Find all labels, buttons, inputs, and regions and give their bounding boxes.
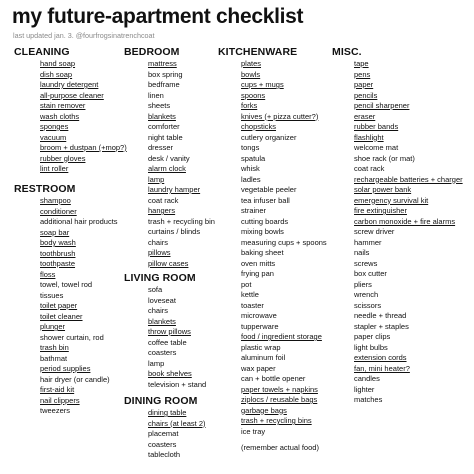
checklist-item	[241, 427, 327, 438]
checklist-item	[40, 59, 127, 70]
checklist-item-label: oven mitts	[241, 258, 276, 268]
checklist-item	[241, 385, 327, 396]
checklist-item	[40, 122, 127, 133]
checklist-item-label: needle + thread	[354, 311, 407, 320]
checklist-item	[354, 374, 463, 385]
checklist-item-label: broom + dustpan (+mop?)	[40, 143, 127, 152]
checklist-item-label: kettle	[241, 290, 259, 299]
checklist-item	[354, 206, 463, 217]
checklist-item	[354, 395, 463, 406]
checklist-item-label: body wash	[40, 238, 76, 247]
checklist-item-label: towel, towel rod	[40, 280, 93, 289]
checklist-item-label: throw pillows	[148, 327, 191, 336]
checklist-item	[241, 143, 327, 154]
checklist-item	[354, 70, 463, 81]
checklist-item	[40, 80, 127, 91]
checklist-item-label: period supplies	[40, 364, 91, 373]
checklist-item	[148, 133, 215, 144]
checklist-item-label: coat rack	[354, 164, 385, 173]
checklist-item	[40, 207, 118, 218]
checklist-item	[354, 217, 463, 228]
checklist-item	[148, 348, 206, 359]
checklist-item-label: trash + recycling bin	[148, 216, 215, 226]
checklist-item-label: hangers	[148, 206, 176, 215]
checklist-item	[148, 112, 215, 123]
checklist-item-label: shampoo	[40, 196, 71, 205]
checklist-item-label: tongs	[241, 143, 260, 152]
checklist-item-label: vacuum	[40, 132, 67, 142]
checklist-item	[148, 59, 215, 70]
checklist-item	[40, 291, 118, 302]
checklist-item	[40, 164, 127, 175]
checklist-item	[354, 290, 463, 301]
checklist-item	[354, 364, 463, 375]
checklist-item-label: sheets	[148, 101, 171, 110]
checklist-item	[354, 280, 463, 291]
checklist-item-label: sofa	[148, 285, 163, 294]
checklist-item	[354, 238, 463, 249]
checklist-item-label: tissues	[40, 290, 64, 300]
dining-room-heading: DINING ROOM	[124, 395, 198, 407]
checklist-item	[148, 70, 215, 81]
checklist-item	[148, 154, 215, 165]
checklist-item-label: spatula	[241, 153, 266, 163]
checklist-item-label: alarm clock	[148, 164, 186, 173]
checklist-item-label: aluminum foil	[241, 353, 286, 362]
checklist-item-label: pillows	[148, 248, 171, 257]
checklist-item-label: pens	[354, 69, 371, 79]
checklist-item-label: toothbrush	[40, 248, 76, 258]
checklist-item-label: shoe rack (or mat)	[354, 153, 415, 163]
checklist-item-label: conditioner	[40, 206, 77, 216]
checklist-item-label: dining table	[148, 408, 187, 417]
checklist-item-label: laundry detergent	[40, 80, 99, 89]
checklist-item-label: television + stand	[148, 379, 207, 389]
checklist-item-label: ice tray	[241, 426, 266, 436]
checklist-item	[40, 354, 118, 365]
checklist-item	[241, 185, 327, 196]
checklist-item-label: food / ingredient storage	[241, 332, 322, 341]
checklist-item	[148, 317, 206, 328]
checklist-item-label: lighter	[354, 384, 375, 394]
checklist-item-label: tweezers	[40, 406, 71, 415]
checklist-item	[241, 164, 327, 175]
checklist-item-label: rubber gloves	[40, 153, 86, 163]
checklist-item	[354, 101, 463, 112]
checklist-item	[148, 285, 206, 296]
checklist-item	[148, 248, 215, 259]
checklist-item-label: loveseat	[148, 295, 176, 305]
checklist-item	[241, 374, 327, 385]
checklist-item	[241, 101, 327, 112]
checklist-item	[148, 259, 215, 270]
checklist-item	[148, 217, 215, 228]
restroom-list	[40, 196, 118, 417]
checklist-item	[40, 385, 118, 396]
checklist-item-label: curtains / blinds	[148, 227, 201, 236]
checklist-item-label: frying pan	[241, 269, 274, 278]
checklist-item	[148, 101, 215, 112]
checklist-item-label: pencil sharpener	[354, 101, 410, 110]
checklist-item	[241, 238, 327, 249]
checklist-item	[40, 133, 127, 144]
checklist-item	[354, 311, 463, 322]
checklist-item	[354, 385, 463, 396]
checklist-item-label: strainer	[241, 206, 267, 215]
checklist-item	[241, 206, 327, 217]
checklist-item-label: soap bar	[40, 227, 70, 237]
checklist-item-label: solar power bank	[354, 185, 412, 194]
dining-room-list	[148, 408, 206, 461]
checklist-item-label: hammer	[354, 237, 382, 247]
checklist-item	[354, 353, 463, 364]
checklist-item-label: trash bin	[40, 343, 69, 352]
checklist-item	[148, 175, 215, 186]
checklist-item	[241, 122, 327, 133]
checklist-item-label: welcome mat	[354, 143, 399, 152]
checklist-item-label: paper clips	[354, 332, 391, 341]
checklist-item	[241, 406, 327, 417]
checklist-item-label: ziplocs / reusable bags	[241, 395, 318, 404]
checklist-item-label: screws	[354, 258, 378, 268]
checklist-item-label: first-aid kit	[40, 385, 75, 394]
checklist-item	[40, 312, 118, 323]
kitchenware-list	[241, 59, 327, 437]
checklist-item-label: fan, mini heater?	[354, 363, 410, 373]
checklist-item	[241, 70, 327, 81]
restroom-heading: RESTROOM	[14, 183, 76, 195]
checklist-item	[148, 122, 215, 133]
checklist-item	[354, 175, 463, 186]
checklist-item-label: paper towels + napkins	[241, 384, 318, 394]
checklist-item	[354, 164, 463, 175]
checklist-item-label: dish soap	[40, 69, 73, 79]
checklist-item-label: matches	[354, 395, 383, 404]
checklist-item-label: lamp	[148, 358, 165, 368]
page-subtitle: last updated jan. 3. @fourfrogsinatrenchcoat	[13, 31, 155, 40]
checklist-item-label: tupperware	[241, 321, 279, 331]
checklist-item-label: toilet paper	[40, 301, 78, 310]
checklist-item	[40, 228, 118, 239]
checklist-item	[354, 259, 463, 270]
checklist-item	[354, 112, 463, 123]
checklist-item	[241, 416, 327, 427]
bedroom-heading: BEDROOM	[124, 46, 180, 58]
checklist-item	[354, 269, 463, 280]
checklist-item	[148, 238, 215, 249]
checklist-item	[148, 196, 215, 207]
checklist-item-label: scissors	[354, 300, 382, 310]
kitchenware-section	[218, 46, 327, 454]
checklist-item	[241, 353, 327, 364]
checklist-item-label: toothpaste	[40, 259, 76, 268]
checklist-item-label: wax paper	[241, 363, 276, 373]
checklist-item-label: hair dryer (or candle)	[40, 374, 110, 384]
restroom-section	[14, 183, 118, 417]
checklist-item	[241, 59, 327, 70]
checklist-item	[148, 359, 206, 370]
checklist-item-label: pot	[241, 279, 252, 289]
misc-list	[354, 59, 463, 406]
checklist-item	[40, 270, 118, 281]
checklist-item	[241, 343, 327, 354]
checklist-item-label: candles	[354, 374, 380, 383]
checklist-item	[354, 322, 463, 333]
living-room-list	[148, 285, 206, 390]
checklist-item-label: garbage bags	[241, 405, 287, 415]
cleaning-section	[14, 46, 127, 175]
living-room-section	[124, 272, 206, 390]
checklist-item	[148, 380, 206, 391]
checklist-item	[40, 154, 127, 165]
checklist-item-label: flashlight	[354, 132, 384, 142]
checklist-item	[241, 269, 327, 280]
checklist-item	[241, 80, 327, 91]
page-title: my future-apartment checklist	[12, 5, 304, 28]
checklist-item	[241, 248, 327, 259]
checklist-item-label: screw driver	[354, 227, 395, 236]
checklist-item	[40, 143, 127, 154]
checklist-item	[354, 343, 463, 354]
checklist-item	[241, 332, 327, 343]
misc-section	[332, 46, 463, 406]
checklist-item	[241, 395, 327, 406]
checklist-item-label: rechargeable batteries + charger	[354, 174, 463, 184]
checklist-item-label: pillow cases	[148, 258, 189, 268]
checklist-item-label: chairs	[148, 237, 169, 247]
bedroom-section	[124, 46, 215, 269]
checklist-item-label: additional hair products	[40, 217, 118, 226]
checklist-item	[241, 227, 327, 238]
cleaning-list	[40, 59, 127, 175]
checklist-item-label: bathmat	[40, 353, 68, 363]
checklist-item-label: shower curtain, rod	[40, 332, 104, 342]
checklist-item-label: stain remover	[40, 101, 86, 110]
checklist-item	[241, 196, 327, 207]
checklist-item	[354, 248, 463, 259]
checklist-item-label: knives (+ pizza cutter?)	[241, 111, 319, 121]
checklist-item	[148, 296, 206, 307]
checklist-item	[40, 91, 127, 102]
checklist-item	[241, 290, 327, 301]
checklist-item-label: plastic wrap	[241, 342, 281, 352]
checklist-item	[40, 217, 118, 228]
checklist-item-label: box cutter	[354, 269, 387, 278]
checklist-item	[148, 206, 215, 217]
checklist-item-label: chairs (at least 2)	[148, 418, 206, 428]
checklist-item	[40, 238, 118, 249]
checklist-item	[40, 259, 118, 270]
checklist-item-label: floss	[40, 269, 56, 279]
checklist-item-label: lint roller	[40, 164, 69, 173]
checklist-item-label: microwave	[241, 311, 277, 320]
checklist-item	[40, 249, 118, 260]
checklist-item	[241, 301, 327, 312]
checklist-item	[354, 122, 463, 133]
checklist-item-label: wash cloths	[40, 111, 80, 121]
checklist-item-label: ladles	[241, 174, 261, 184]
checklist-item	[148, 164, 215, 175]
checklist-item	[354, 196, 463, 207]
checklist-item-label: coasters	[148, 348, 177, 357]
checklist-item-label: sponges	[40, 122, 69, 131]
checklist-item	[40, 101, 127, 112]
checklist-item-label: fire extinguisher	[354, 206, 407, 215]
checklist-item-label: tea infuser ball	[241, 195, 290, 205]
checklist-item-label: all-purpose cleaner	[40, 90, 104, 100]
checklist-item-label: blankets	[148, 316, 176, 326]
checklist-item-label: cutlery organizer	[241, 132, 297, 142]
checklist-item-label: chopsticks	[241, 122, 277, 131]
checklist-item-label: tablecloth	[148, 450, 181, 459]
checklist-item	[241, 217, 327, 228]
checklist-item	[241, 280, 327, 291]
checklist-item-label: lamp	[148, 174, 165, 184]
checklist-item	[354, 227, 463, 238]
checklist-item	[148, 80, 215, 91]
checklist-item-label: nail clippers	[40, 395, 80, 405]
checklist-item-label: eraser	[354, 111, 376, 121]
checklist-item	[241, 364, 327, 375]
checklist-item	[354, 332, 463, 343]
checklist-item-label: dresser	[148, 143, 174, 152]
checklist-item	[40, 406, 118, 417]
checklist-item	[241, 311, 327, 322]
bedroom-list	[148, 59, 215, 269]
dining-room-section	[124, 395, 206, 461]
checklist-item	[148, 338, 206, 349]
checklist-item-label: vegetable peeler	[241, 185, 297, 194]
checklist-item-label: plunger	[40, 322, 66, 331]
checklist-item	[241, 154, 327, 165]
checklist-item-label: mattress	[148, 59, 177, 68]
checklist-item-label: toaster	[241, 300, 264, 310]
checklist-item	[354, 80, 463, 91]
checklist-item-label: hand soap	[40, 59, 76, 68]
checklist-item-label: mixing bowls	[241, 227, 284, 236]
checklist-item	[40, 333, 118, 344]
checklist-item	[148, 429, 206, 440]
checklist-item-label: stapler + staples	[354, 321, 409, 331]
checklist-item	[40, 343, 118, 354]
checklist-item-label: measuring cups + spoons	[241, 237, 327, 247]
checklist-item-label: bedframe	[148, 80, 180, 89]
checklist-item-label: desk / vanity	[148, 153, 190, 163]
checklist-item-label: forks	[241, 101, 258, 110]
checklist-item-label: light bulbs	[354, 342, 388, 352]
checklist-item	[241, 259, 327, 270]
checklist-item-label: pliers	[354, 279, 372, 289]
checklist-item	[40, 70, 127, 81]
checklist-item-label: coasters	[148, 439, 177, 449]
checklist-item	[148, 227, 215, 238]
checklist-item-label: book shelves	[148, 369, 192, 378]
checklist-item-label: trash + recycling bins	[241, 416, 312, 425]
checklist-item	[148, 327, 206, 338]
checklist-item-label: coffee table	[148, 337, 187, 347]
checklist-item	[354, 301, 463, 312]
checklist-item-label: toilet cleaner	[40, 311, 83, 321]
checklist-item-label: box spring	[148, 69, 183, 79]
checklist-item	[148, 143, 215, 154]
checklist-item	[148, 419, 206, 430]
checklist-item	[40, 375, 118, 386]
checklist-item	[354, 154, 463, 165]
checklist-item	[40, 364, 118, 375]
checklist-item	[148, 185, 215, 196]
checklist-item-label: plates	[241, 59, 262, 68]
checklist-item	[354, 143, 463, 154]
checklist-item	[40, 396, 118, 407]
checklist-item	[148, 408, 206, 419]
checklist-item-label: linen	[148, 90, 164, 100]
checklist-item	[40, 280, 118, 291]
checklist-item-label: extension cords	[354, 353, 407, 362]
checklist-item-label: carbon monoxide + fire alarms	[354, 216, 456, 226]
checklist-item	[241, 91, 327, 102]
kitchenware-heading: KITCHENWARE	[218, 46, 298, 58]
checklist-item	[354, 59, 463, 70]
checklist-item	[241, 175, 327, 186]
checklist-item-label: wrench	[354, 290, 379, 299]
checklist-item-label: whisk	[241, 164, 260, 173]
living-room-heading: LIVING ROOM	[124, 272, 196, 284]
checklist-item-label: spoons	[241, 90, 266, 100]
checklist-item	[148, 450, 206, 461]
checklist-item-label: can + bottle opener	[241, 374, 306, 383]
kitchenware-note: (remember actual food)	[241, 443, 319, 452]
checklist-item	[148, 369, 206, 380]
checklist-item-label: rubber bands	[354, 122, 399, 131]
checklist-item	[40, 196, 118, 207]
checklist-item	[148, 440, 206, 451]
checklist-item	[241, 112, 327, 123]
checklist-item	[40, 301, 118, 312]
checklist-item-label: placemat	[148, 429, 179, 438]
checklist-item	[148, 91, 215, 102]
checklist-item-label: cutting boards	[241, 216, 289, 226]
checklist-item-label: bowls	[241, 69, 261, 79]
checklist-item-label: nails	[354, 248, 370, 257]
checklist-item	[241, 133, 327, 144]
checklist-item-label: blankets	[148, 111, 176, 121]
checklist-item-label: paper	[354, 80, 374, 89]
checklist-item-label: night table	[148, 132, 183, 142]
checklist-item	[40, 112, 127, 123]
cleaning-heading: CLEANING	[14, 46, 70, 58]
checklist-item	[354, 91, 463, 102]
checklist-item-label: cups + mugs	[241, 80, 284, 89]
checklist-item	[148, 306, 206, 317]
checklist-item	[40, 322, 118, 333]
checklist-item-label: baking sheet	[241, 248, 284, 257]
checklist-item-label: emergency survival kit	[354, 195, 429, 205]
checklist-item-label: coat rack	[148, 195, 179, 205]
checklist-item-label: comforter	[148, 122, 180, 131]
checklist-item-label: tape	[354, 59, 369, 68]
checklist-item-label: laundry hamper	[148, 185, 201, 194]
misc-heading: MISC.	[332, 46, 362, 58]
checklist-item-label: chairs	[148, 306, 169, 315]
checklist-item	[354, 185, 463, 196]
checklist-item	[241, 322, 327, 333]
checklist-item	[354, 133, 463, 144]
checklist-item-label: pencils	[354, 90, 378, 100]
